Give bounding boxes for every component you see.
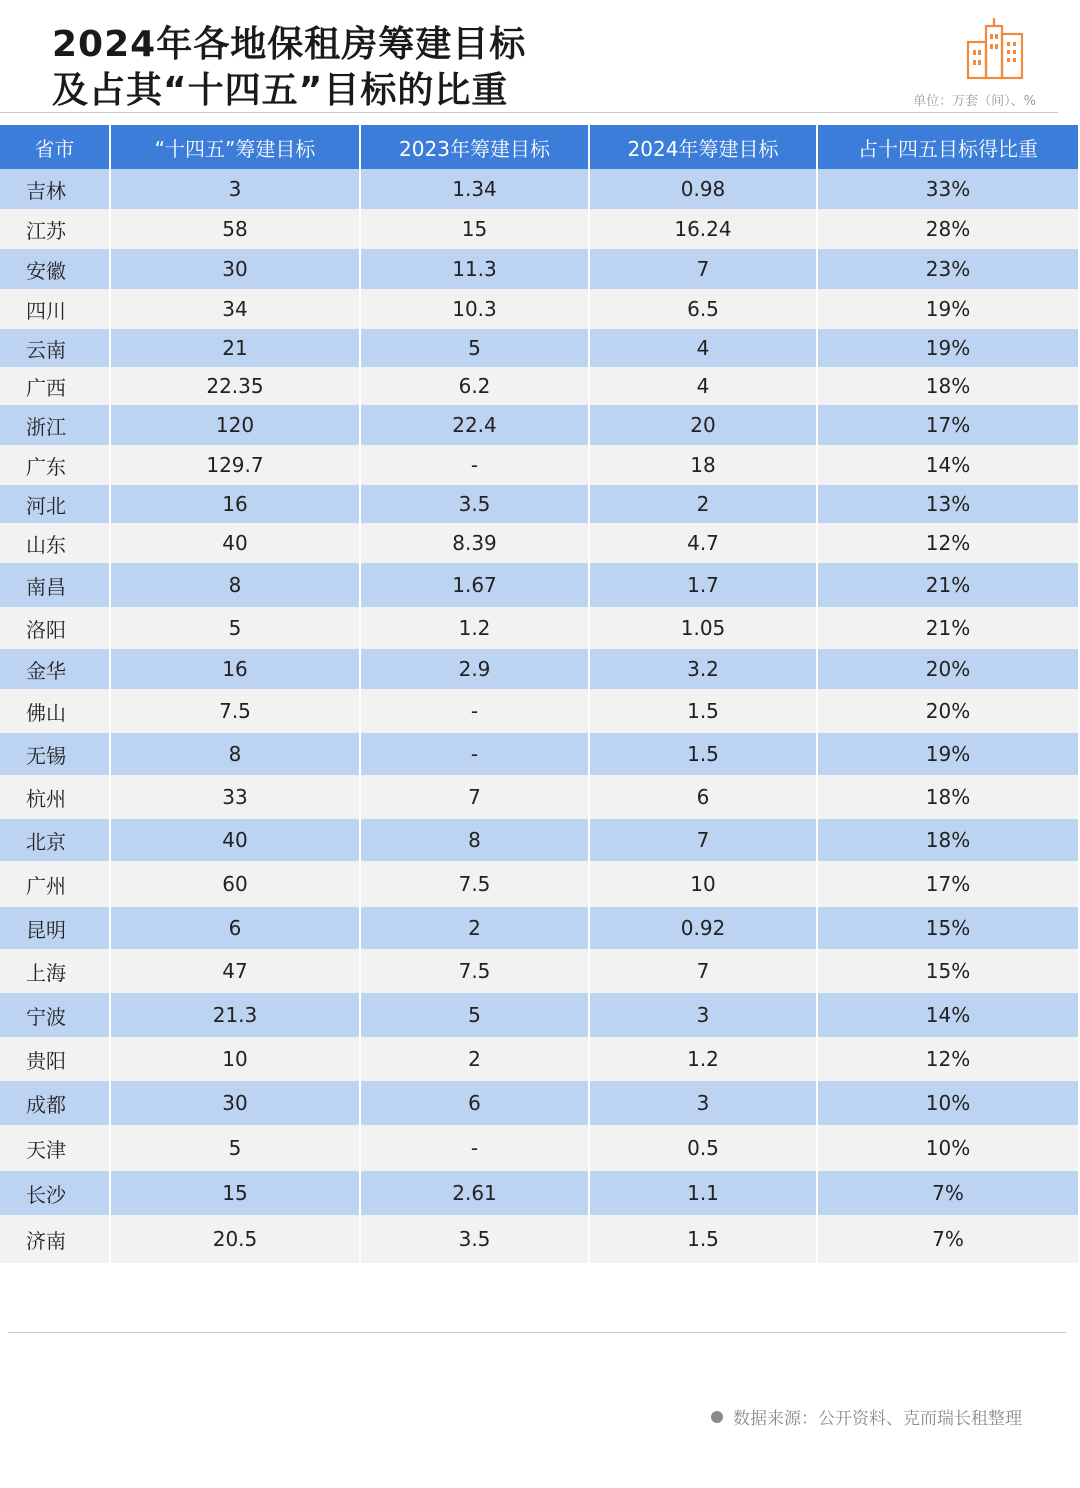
cell-14th-plan-target: 129.7 — [110, 445, 360, 485]
cell-14th-plan-target: 47 — [110, 949, 360, 993]
cell-ratio: 14% — [817, 993, 1078, 1037]
cell-14th-plan-target: 30 — [110, 249, 360, 289]
cell-14th-plan-target: 10 — [110, 1037, 360, 1081]
cell-ratio: 19% — [817, 733, 1078, 775]
table-row — [0, 775, 1078, 819]
table-row — [0, 209, 1078, 249]
cell-14th-plan-target: 60 — [110, 861, 360, 907]
cell-ratio: 20% — [817, 689, 1078, 733]
header-divider — [0, 112, 1058, 113]
column-header-ratio: 占十四五目标得比重 — [817, 125, 1078, 169]
cell-2024-target: 10 — [589, 861, 817, 907]
table-row — [0, 563, 1078, 607]
cell-14th-plan-target: 33 — [110, 775, 360, 819]
cell-2023-target: 3.5 — [360, 1215, 589, 1263]
table-row — [0, 649, 1078, 689]
cell-2023-target: 10.3 — [360, 289, 589, 329]
unit-label: 单位：万套（间）、% — [913, 94, 1036, 109]
cell-2024-target: 6.5 — [589, 289, 817, 329]
table-row — [0, 329, 1078, 367]
cell-ratio: 15% — [817, 949, 1078, 993]
cell-2023-target: 7.5 — [360, 949, 589, 993]
cell-city: 广州 — [0, 861, 110, 907]
cell-city: 成都 — [0, 1081, 110, 1125]
cell-2023-target: - — [360, 1125, 589, 1171]
cell-ratio: 28% — [817, 209, 1078, 249]
column-header-city: 省市 — [0, 125, 110, 169]
bullet-dot-icon — [711, 1411, 723, 1423]
cell-2024-target: 0.98 — [589, 169, 817, 209]
cell-2023-target: 8 — [360, 819, 589, 861]
cell-2024-target: 3.2 — [589, 649, 817, 689]
cell-2024-target: 7 — [589, 819, 817, 861]
cell-2024-target: 4.7 — [589, 523, 817, 563]
cell-ratio: 18% — [817, 775, 1078, 819]
cell-2024-target: 6 — [589, 775, 817, 819]
cell-city: 四川 — [0, 289, 110, 329]
cell-14th-plan-target: 58 — [110, 209, 360, 249]
cell-ratio: 18% — [817, 819, 1078, 861]
table-row — [0, 289, 1078, 329]
title-line-1: 2024年各地保租房筹建目标 — [52, 24, 527, 65]
cell-ratio: 12% — [817, 1037, 1078, 1081]
column-header-2024-target: 2024年筹建目标 — [589, 125, 817, 169]
table-row — [0, 1215, 1078, 1263]
cell-2023-target: 15 — [360, 209, 589, 249]
cell-14th-plan-target: 21 — [110, 329, 360, 367]
cell-2023-target: 1.2 — [360, 607, 589, 649]
footer-divider — [8, 1332, 1066, 1333]
cell-city: 山东 — [0, 523, 110, 563]
cell-14th-plan-target: 20.5 — [110, 1215, 360, 1263]
cell-ratio: 17% — [817, 861, 1078, 907]
table-row — [0, 1037, 1078, 1081]
table-header-row — [0, 125, 1078, 169]
table-row — [0, 733, 1078, 775]
cell-2024-target: 0.92 — [589, 907, 817, 949]
cell-city: 长沙 — [0, 1171, 110, 1215]
cell-ratio: 21% — [817, 563, 1078, 607]
table-row — [0, 1171, 1078, 1215]
cell-2024-target: 18 — [589, 445, 817, 485]
table-row — [0, 523, 1078, 563]
table-row — [0, 819, 1078, 861]
cell-2023-target: 7 — [360, 775, 589, 819]
cell-14th-plan-target: 34 — [110, 289, 360, 329]
cell-14th-plan-target: 16 — [110, 649, 360, 689]
cell-ratio: 33% — [817, 169, 1078, 209]
cell-2023-target: 2 — [360, 1037, 589, 1081]
cell-city: 北京 — [0, 819, 110, 861]
cell-2023-target: 3.5 — [360, 485, 589, 523]
cell-city: 佛山 — [0, 689, 110, 733]
cell-2023-target: - — [360, 733, 589, 775]
table-row — [0, 949, 1078, 993]
table-row — [0, 249, 1078, 289]
table-row — [0, 689, 1078, 733]
cell-ratio: 13% — [817, 485, 1078, 523]
title-line-2: 及占其“十四五”目标的比重 — [52, 70, 509, 111]
cell-city: 广东 — [0, 445, 110, 485]
cell-ratio: 19% — [817, 289, 1078, 329]
cell-2023-target: 2 — [360, 907, 589, 949]
cell-city: 济南 — [0, 1215, 110, 1263]
cell-2023-target: - — [360, 689, 589, 733]
cell-14th-plan-target: 5 — [110, 1125, 360, 1171]
cell-2023-target: 5 — [360, 329, 589, 367]
cell-2024-target: 1.05 — [589, 607, 817, 649]
cell-ratio: 18% — [817, 367, 1078, 405]
cell-2024-target: 4 — [589, 329, 817, 367]
cell-city: 吉林 — [0, 169, 110, 209]
column-header-14th-plan-target: “十四五”筹建目标 — [110, 125, 360, 169]
building-icon — [960, 12, 1030, 82]
cell-city: 南昌 — [0, 563, 110, 607]
cell-city: 杭州 — [0, 775, 110, 819]
cell-city: 金华 — [0, 649, 110, 689]
cell-ratio: 19% — [817, 329, 1078, 367]
cell-14th-plan-target: 6 — [110, 907, 360, 949]
data-source-text: 数据来源：公开资料、克而瑞长租整理 — [733, 1409, 1022, 1429]
cell-city: 安徽 — [0, 249, 110, 289]
table-row — [0, 405, 1078, 445]
cell-2023-target: - — [360, 445, 589, 485]
cell-2023-target: 8.39 — [360, 523, 589, 563]
cell-city: 浙江 — [0, 405, 110, 445]
table-row — [0, 907, 1078, 949]
cell-14th-plan-target: 8 — [110, 563, 360, 607]
cell-city: 上海 — [0, 949, 110, 993]
cell-city: 广西 — [0, 367, 110, 405]
cell-2024-target: 16.24 — [589, 209, 817, 249]
cell-2024-target: 1.5 — [589, 1215, 817, 1263]
cell-2023-target: 5 — [360, 993, 589, 1037]
cell-ratio: 23% — [817, 249, 1078, 289]
cell-2023-target: 22.4 — [360, 405, 589, 445]
cell-2024-target: 7 — [589, 249, 817, 289]
cell-ratio: 17% — [817, 405, 1078, 445]
cell-2023-target: 6.2 — [360, 367, 589, 405]
cell-2024-target: 7 — [589, 949, 817, 993]
cell-ratio: 10% — [817, 1125, 1078, 1171]
cell-city: 洛阳 — [0, 607, 110, 649]
cell-14th-plan-target: 120 — [110, 405, 360, 445]
cell-2023-target: 6 — [360, 1081, 589, 1125]
table-row — [0, 485, 1078, 523]
cell-city: 河北 — [0, 485, 110, 523]
table-row — [0, 169, 1078, 209]
cell-2024-target: 20 — [589, 405, 817, 445]
table-row — [0, 367, 1078, 405]
cell-ratio: 7% — [817, 1215, 1078, 1263]
cell-14th-plan-target: 16 — [110, 485, 360, 523]
cell-14th-plan-target: 15 — [110, 1171, 360, 1215]
cell-ratio: 14% — [817, 445, 1078, 485]
cell-14th-plan-target: 40 — [110, 819, 360, 861]
cell-14th-plan-target: 3 — [110, 169, 360, 209]
cell-2023-target: 1.34 — [360, 169, 589, 209]
cell-14th-plan-target: 22.35 — [110, 367, 360, 405]
cell-ratio: 20% — [817, 649, 1078, 689]
cell-14th-plan-target: 8 — [110, 733, 360, 775]
cell-14th-plan-target: 40 — [110, 523, 360, 563]
cell-ratio: 21% — [817, 607, 1078, 649]
cell-2023-target: 11.3 — [360, 249, 589, 289]
cell-2024-target: 0.5 — [589, 1125, 817, 1171]
cell-ratio: 15% — [817, 907, 1078, 949]
cell-ratio: 7% — [817, 1171, 1078, 1215]
cell-city: 无锡 — [0, 733, 110, 775]
cell-2023-target: 1.67 — [360, 563, 589, 607]
cell-14th-plan-target: 5 — [110, 607, 360, 649]
cell-2024-target: 1.1 — [589, 1171, 817, 1215]
table-row — [0, 993, 1078, 1037]
cell-2024-target: 1.7 — [589, 563, 817, 607]
table-row — [0, 1081, 1078, 1125]
cell-2024-target: 1.5 — [589, 689, 817, 733]
cell-city: 云南 — [0, 329, 110, 367]
cell-2023-target: 7.5 — [360, 861, 589, 907]
table-row — [0, 445, 1078, 485]
cell-2024-target: 1.2 — [589, 1037, 817, 1081]
cell-2024-target: 4 — [589, 367, 817, 405]
cell-2024-target: 2 — [589, 485, 817, 523]
cell-2024-target: 3 — [589, 993, 817, 1037]
data-source — [711, 1404, 1022, 1429]
cell-city: 宁波 — [0, 993, 110, 1037]
cell-ratio: 10% — [817, 1081, 1078, 1125]
cell-14th-plan-target: 21.3 — [110, 993, 360, 1037]
cell-2023-target: 2.61 — [360, 1171, 589, 1215]
cell-city: 贵阳 — [0, 1037, 110, 1081]
cell-2024-target: 3 — [589, 1081, 817, 1125]
table-row — [0, 607, 1078, 649]
column-header-2023-target: 2023年筹建目标 — [360, 125, 589, 169]
cell-14th-plan-target: 7.5 — [110, 689, 360, 733]
page-title — [52, 22, 526, 114]
cell-ratio: 12% — [817, 523, 1078, 563]
cell-2023-target: 2.9 — [360, 649, 589, 689]
cell-14th-plan-target: 30 — [110, 1081, 360, 1125]
cell-city: 江苏 — [0, 209, 110, 249]
cell-city: 天津 — [0, 1125, 110, 1171]
data-table — [0, 125, 1078, 1263]
cell-city: 昆明 — [0, 907, 110, 949]
table-row — [0, 861, 1078, 907]
cell-2024-target: 1.5 — [589, 733, 817, 775]
table-row — [0, 1125, 1078, 1171]
